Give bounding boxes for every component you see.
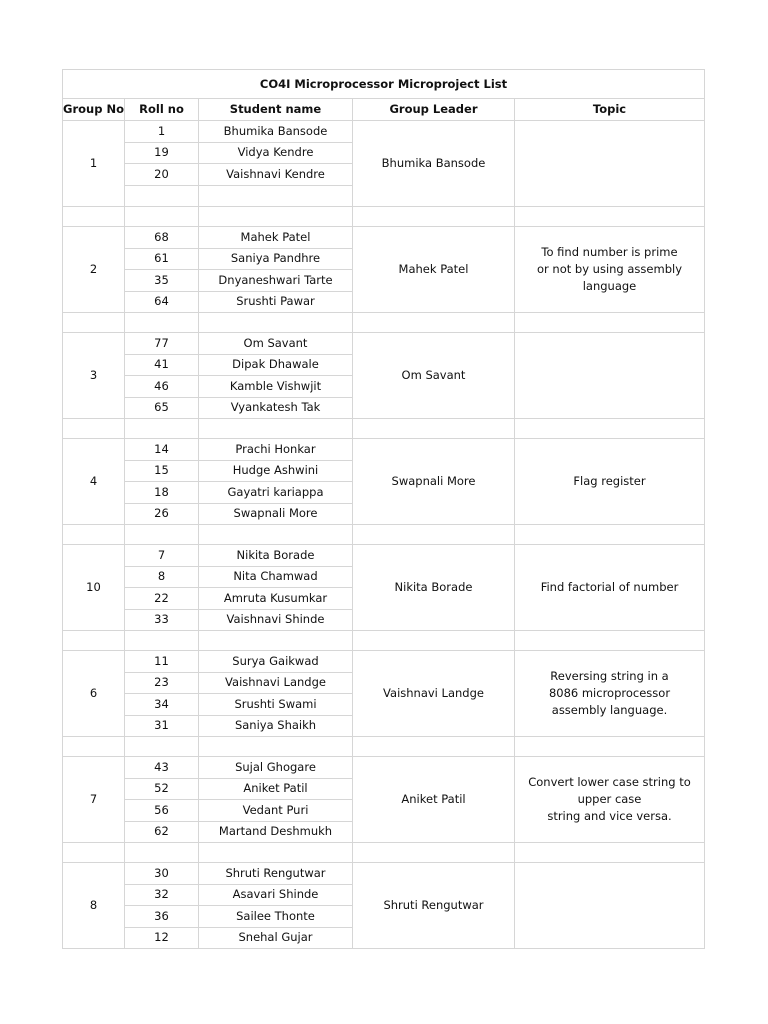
student-name: Vyankatesh Tak xyxy=(199,397,353,419)
roll-number: 56 xyxy=(125,800,199,822)
student-name: Martand Deshmukh xyxy=(199,821,353,843)
roll-number: 64 xyxy=(125,291,199,313)
roll-number: 32 xyxy=(125,884,199,906)
roll-number: 1 xyxy=(125,121,199,143)
topic-line: Flag register xyxy=(573,474,646,488)
student-name: Gayatri kariappa xyxy=(199,482,353,504)
empty-cell xyxy=(125,313,199,333)
group-leader: Bhumika Bansode xyxy=(353,121,515,207)
roll-number: 14 xyxy=(125,439,199,461)
student-name: Dipak Dhawale xyxy=(199,354,353,376)
group-leader: Om Savant xyxy=(353,333,515,419)
student-name: Sujal Ghogare xyxy=(199,757,353,779)
group-number: 2 xyxy=(63,227,125,313)
sheet-title: CO4I Microprocessor Microproject List xyxy=(63,70,705,99)
empty-cell xyxy=(125,843,199,863)
roll-number xyxy=(125,185,199,207)
table-row xyxy=(63,545,705,567)
roll-number: 35 xyxy=(125,270,199,292)
header-roll-no: Roll no xyxy=(125,99,199,121)
topic-line: upper case xyxy=(577,792,642,806)
roll-number: 19 xyxy=(125,142,199,164)
roll-number: 7 xyxy=(125,545,199,567)
empty-cell xyxy=(353,525,515,545)
header-group-no: Group No xyxy=(63,99,125,121)
topic-line: or not by using assembly xyxy=(537,262,682,276)
empty-cell xyxy=(515,737,705,757)
table-row xyxy=(63,121,705,143)
group-number: 1 xyxy=(63,121,125,207)
student-name: Mahek Patel xyxy=(199,227,353,249)
spacer-row xyxy=(63,313,705,333)
topic-line: string and vice versa. xyxy=(547,809,672,823)
table-row xyxy=(63,439,705,461)
roll-number: 46 xyxy=(125,376,199,398)
project-topic xyxy=(515,651,705,737)
empty-cell xyxy=(125,525,199,545)
spacer-row xyxy=(63,737,705,757)
empty-cell xyxy=(515,631,705,651)
group-leader: Swapnali More xyxy=(353,439,515,525)
project-topic xyxy=(515,757,705,843)
empty-cell xyxy=(125,631,199,651)
empty-cell xyxy=(199,843,353,863)
header-topic: Topic xyxy=(515,99,705,121)
roll-number: 26 xyxy=(125,503,199,525)
project-topic xyxy=(515,439,705,525)
student-name: Srushti Swami xyxy=(199,694,353,716)
roll-number: 11 xyxy=(125,651,199,673)
empty-cell xyxy=(63,843,125,863)
student-name: Kamble Vishwjit xyxy=(199,376,353,398)
student-name: Vidya Kendre xyxy=(199,142,353,164)
roll-number: 33 xyxy=(125,609,199,631)
group-leader: Mahek Patel xyxy=(353,227,515,313)
microproject-table xyxy=(62,69,705,949)
project-topic xyxy=(515,863,705,949)
roll-number: 22 xyxy=(125,588,199,610)
spacer-row xyxy=(63,843,705,863)
topic-line: language xyxy=(582,279,637,293)
header-group-leader: Group Leader xyxy=(353,99,515,121)
roll-number: 77 xyxy=(125,333,199,355)
student-name: Dnyaneshwari Tarte xyxy=(199,270,353,292)
empty-cell xyxy=(353,419,515,439)
table-row xyxy=(63,757,705,779)
table-row xyxy=(63,227,705,249)
roll-number: 30 xyxy=(125,863,199,885)
spacer-row xyxy=(63,207,705,227)
student-name: Asavari Shinde xyxy=(199,884,353,906)
student-name: Prachi Honkar xyxy=(199,439,353,461)
empty-cell xyxy=(515,419,705,439)
roll-number: 18 xyxy=(125,482,199,504)
student-name: Vaishnavi Kendre xyxy=(199,164,353,186)
student-name: Swapnali More xyxy=(199,503,353,525)
roll-number: 36 xyxy=(125,906,199,928)
roll-number: 43 xyxy=(125,757,199,779)
student-name: Nikita Borade xyxy=(199,545,353,567)
empty-cell xyxy=(353,313,515,333)
topic-line: assembly language. xyxy=(551,703,668,717)
student-name: Om Savant xyxy=(199,333,353,355)
header-row xyxy=(63,99,705,121)
project-topic xyxy=(515,333,705,419)
roll-number: 34 xyxy=(125,694,199,716)
empty-cell xyxy=(353,737,515,757)
group-leader: Vaishnavi Landge xyxy=(353,651,515,737)
roll-number: 12 xyxy=(125,927,199,949)
roll-number: 52 xyxy=(125,778,199,800)
topic-line: 8086 microprocessor xyxy=(548,686,671,700)
student-name: Vaishnavi Landge xyxy=(199,672,353,694)
roll-number: 62 xyxy=(125,821,199,843)
empty-cell xyxy=(515,313,705,333)
student-name: Shruti Rengutwar xyxy=(199,863,353,885)
empty-cell xyxy=(353,207,515,227)
group-leader: Aniket Patil xyxy=(353,757,515,843)
roll-number: 20 xyxy=(125,164,199,186)
topic-line: To find number is prime xyxy=(541,245,678,259)
empty-cell xyxy=(63,207,125,227)
group-leader: Nikita Borade xyxy=(353,545,515,631)
empty-cell xyxy=(199,737,353,757)
roll-number: 61 xyxy=(125,248,199,270)
student-name: Srushti Pawar xyxy=(199,291,353,313)
empty-cell xyxy=(199,313,353,333)
spacer-row xyxy=(63,419,705,439)
project-topic xyxy=(515,545,705,631)
roll-number: 31 xyxy=(125,715,199,737)
group-number: 3 xyxy=(63,333,125,419)
title-row xyxy=(63,70,705,99)
empty-cell xyxy=(125,207,199,227)
group-leader: Shruti Rengutwar xyxy=(353,863,515,949)
empty-cell xyxy=(199,419,353,439)
roll-number: 23 xyxy=(125,672,199,694)
table-row xyxy=(63,651,705,673)
roll-number: 65 xyxy=(125,397,199,419)
student-name: Surya Gaikwad xyxy=(199,651,353,673)
empty-cell xyxy=(353,631,515,651)
empty-cell xyxy=(125,419,199,439)
group-number: 8 xyxy=(63,863,125,949)
student-name: Vaishnavi Shinde xyxy=(199,609,353,631)
student-name: Vedant Puri xyxy=(199,800,353,822)
group-number: 6 xyxy=(63,651,125,737)
group-number: 7 xyxy=(63,757,125,843)
student-name: Amruta Kusumkar xyxy=(199,588,353,610)
empty-cell xyxy=(199,631,353,651)
empty-cell xyxy=(125,737,199,757)
empty-cell xyxy=(199,525,353,545)
roll-number: 15 xyxy=(125,460,199,482)
student-name: Saniya Shaikh xyxy=(199,715,353,737)
header-student-name: Student name xyxy=(199,99,353,121)
roll-number: 41 xyxy=(125,354,199,376)
roll-number: 8 xyxy=(125,566,199,588)
empty-cell xyxy=(63,737,125,757)
student-name xyxy=(199,185,353,207)
empty-cell xyxy=(515,207,705,227)
student-name: Bhumika Bansode xyxy=(199,121,353,143)
empty-cell xyxy=(199,207,353,227)
topic-line: Find factorial of number xyxy=(540,580,679,594)
table-row xyxy=(63,863,705,885)
spreadsheet xyxy=(62,69,705,949)
project-topic xyxy=(515,121,705,207)
student-name: Aniket Patil xyxy=(199,778,353,800)
group-number: 4 xyxy=(63,439,125,525)
empty-cell xyxy=(63,631,125,651)
empty-cell xyxy=(353,843,515,863)
spacer-row xyxy=(63,631,705,651)
student-name: Saniya Pandhre xyxy=(199,248,353,270)
empty-cell xyxy=(63,313,125,333)
empty-cell xyxy=(63,419,125,439)
empty-cell xyxy=(63,525,125,545)
student-name: Snehal Gujar xyxy=(199,927,353,949)
student-name: Hudge Ashwini xyxy=(199,460,353,482)
topic-line: Reversing string in a xyxy=(550,669,669,683)
student-name: Nita Chamwad xyxy=(199,566,353,588)
empty-cell xyxy=(515,843,705,863)
student-name: Sailee Thonte xyxy=(199,906,353,928)
project-topic xyxy=(515,227,705,313)
roll-number: 68 xyxy=(125,227,199,249)
topic-line: Convert lower case string to xyxy=(528,775,691,789)
table-row xyxy=(63,333,705,355)
group-number: 10 xyxy=(63,545,125,631)
empty-cell xyxy=(515,525,705,545)
spacer-row xyxy=(63,525,705,545)
